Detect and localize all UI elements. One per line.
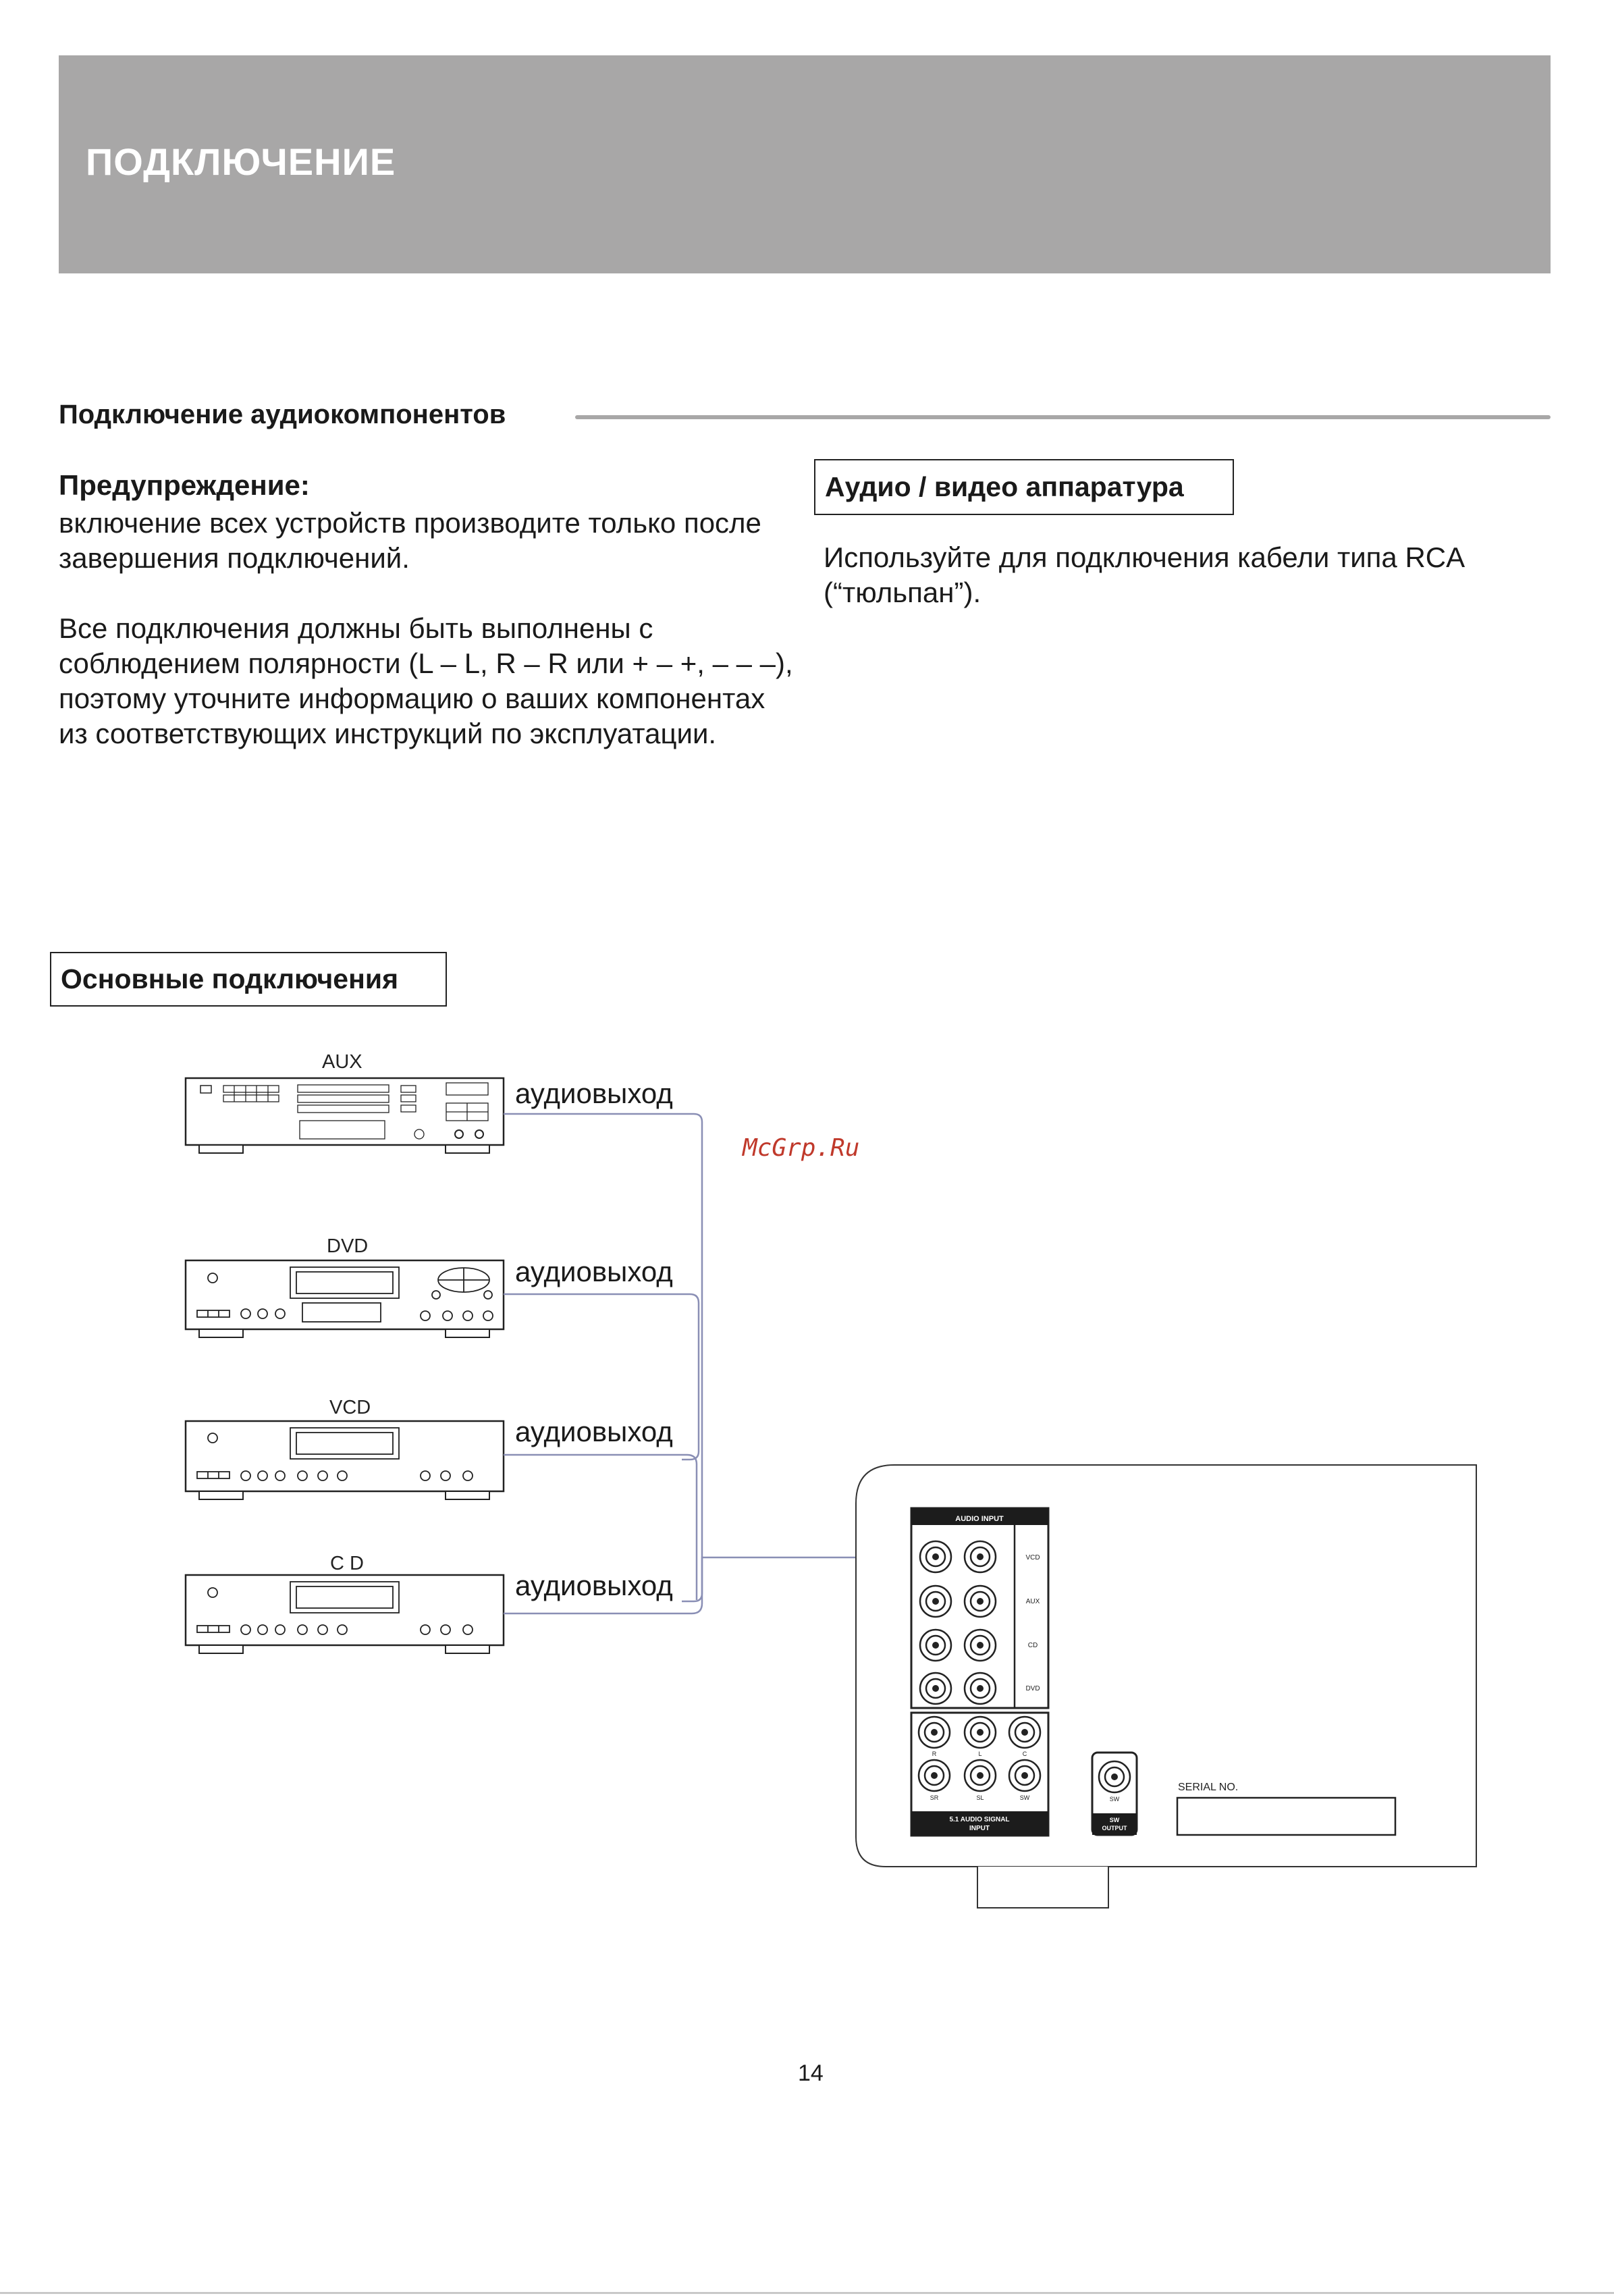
aux-device-label: AUX	[322, 1051, 362, 1073]
dvd-device-label: DVD	[327, 1235, 369, 1257]
main-connections-title: Основные подключения	[61, 963, 398, 994]
sw-label: SW	[1109, 1817, 1120, 1823]
vcd-device	[186, 1397, 673, 1499]
serial-number-box	[1177, 1798, 1395, 1835]
sw-jack-label: SW	[1109, 1796, 1120, 1803]
jack-label-sw: SW	[1019, 1794, 1030, 1801]
polarity-text: Все подключения должны быть выполнены с соблюдением полярности (L – L, R – R или + – +, – – –), поэтому уточните информацию о ваших компонентах из соответствующих инструкций по эксплуатации.	[59, 612, 793, 749]
jack-label-sr: SR	[930, 1794, 939, 1801]
page-number: 14	[798, 2060, 824, 2086]
footer-line	[0, 2292, 1614, 2294]
jack-label-l: L	[978, 1751, 982, 1757]
serial-number-label: SERIAL NO.	[1178, 1782, 1239, 1793]
jack-label-r: R	[932, 1751, 937, 1757]
jack-label-sl: SL	[976, 1794, 984, 1801]
sw-output-label: OUTPUT	[1102, 1825, 1127, 1832]
av-equipment-title: Аудио / видео аппаратура	[825, 471, 1184, 502]
vcd-output-label: аудиовыход	[515, 1416, 673, 1447]
cd-output-label: аудиовыход	[515, 1570, 673, 1601]
warning-text: включение всех устройств производите только после завершения подключений.	[59, 507, 761, 574]
input-row-aux: AUX	[1025, 1598, 1040, 1605]
cd-device-label: C D	[330, 1553, 364, 1574]
input-row-vcd: VCD	[1025, 1554, 1040, 1561]
watermark: McGrp.Ru	[743, 1134, 860, 1162]
jack-label-c: C	[1022, 1751, 1027, 1757]
input-row-dvd: DVD	[1025, 1685, 1040, 1692]
aux-output-label: аудиовыход	[515, 1077, 673, 1109]
receiver-back-panel	[856, 1465, 1476, 1908]
cd-device	[186, 1553, 673, 1653]
section-title: Подключение аудиокомпонентов	[59, 400, 506, 429]
input-row-cd: CD	[1027, 1642, 1038, 1649]
dvd-output-label: аудиовыход	[515, 1256, 673, 1287]
page-title: ПОДКЛЮЧЕНИЕ	[86, 140, 396, 183]
aux-device	[186, 1051, 673, 1153]
audio-input-label: AUDIO INPUT	[955, 1515, 1004, 1523]
rca-cable-text: Используйте для подключения кабели типа RCA (“тюльпан”).	[824, 541, 1463, 608]
signal-input-label-1: 5.1 AUDIO SIGNAL	[949, 1816, 1010, 1823]
signal-input-label-2: INPUT	[969, 1825, 990, 1832]
warning-title: Предупреждение:	[59, 469, 310, 501]
dvd-device	[186, 1235, 673, 1337]
vcd-device-label: VCD	[329, 1397, 371, 1418]
